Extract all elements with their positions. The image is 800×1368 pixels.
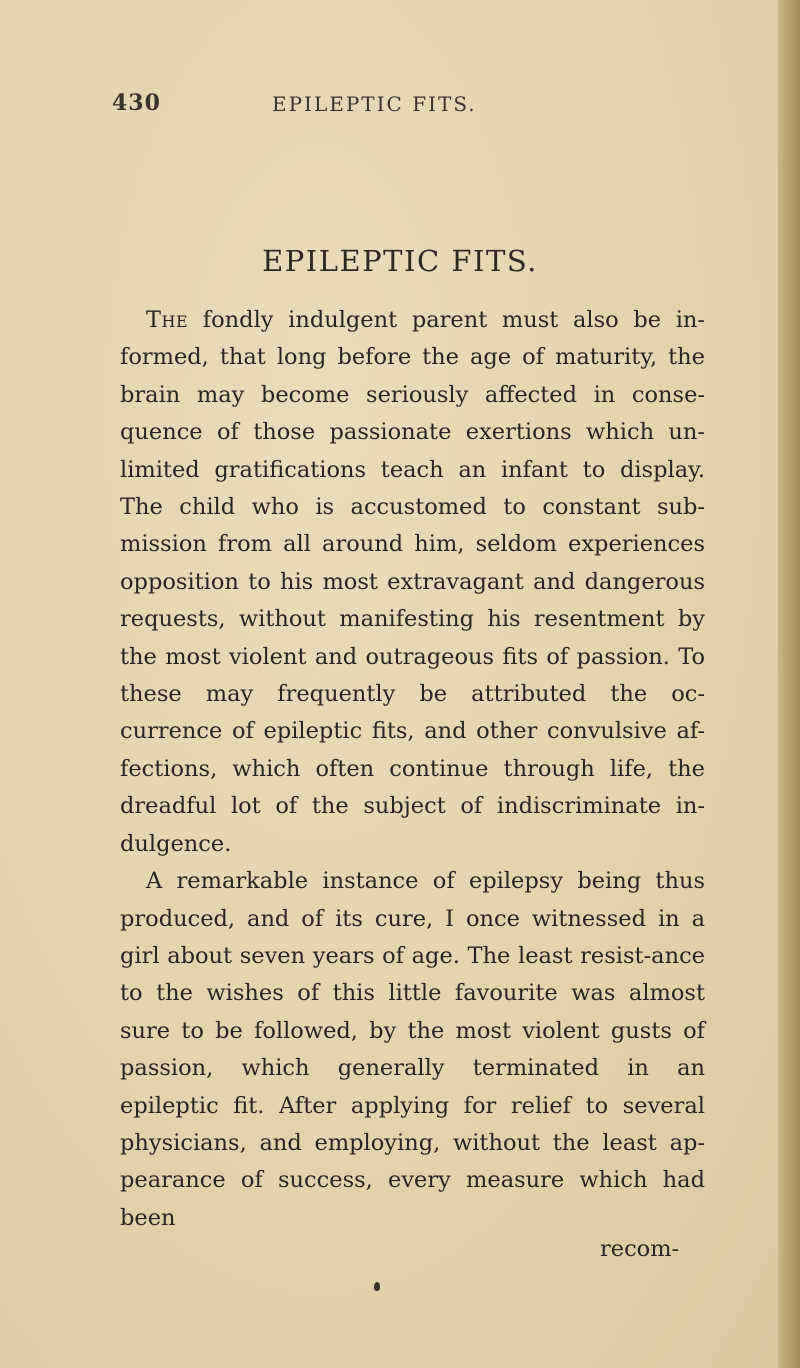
chapter-title: EPILEPTIC FITS. xyxy=(262,244,538,278)
page-number: 430 xyxy=(112,90,161,116)
running-title: EPILEPTIC FITS. xyxy=(272,92,477,116)
paragraph-1-lead: The xyxy=(146,307,189,333)
paragraph-2-text: A remarkable instance of epilepsy being thus produced, and of its cure, I once witnessed in a girl about seven years of age. The least resist-ance to the wishes of this little favourite was almost sure to be followed, by the most violent gusts of passion, which generally terminated in an epileptic fit. After applying for relief to several physicians, and employing, without the least ap-pearance of success, every measure which had been xyxy=(120,868,705,1231)
body-text xyxy=(120,302,705,1237)
catchword: recom- xyxy=(600,1236,680,1262)
paragraph-1-text: fondly indulgent parent must also be in-formed, that long before the age of maturity, the brain may become seriously affected in conse-quence of those passionate exertions which un-limited gratifications teach an infant to display. The child who is accustomed to constant sub-mission from all around him, seldom experiences opposition to his most extravagant and dangerous requests, without manifesting his resentment by the most violent and outrageous fits of passion. To these may frequently be attributed the oc-currence of epileptic fits, and other convulsive af-fections, which often continue through life, the dreadful lot of the subject of indiscriminate in-dulgence. xyxy=(120,307,705,857)
running-head xyxy=(112,90,672,130)
binding-edge xyxy=(778,0,800,1368)
paragraph-1 xyxy=(120,302,705,863)
signature-mark xyxy=(374,1282,380,1291)
paragraph-2 xyxy=(120,863,705,1237)
